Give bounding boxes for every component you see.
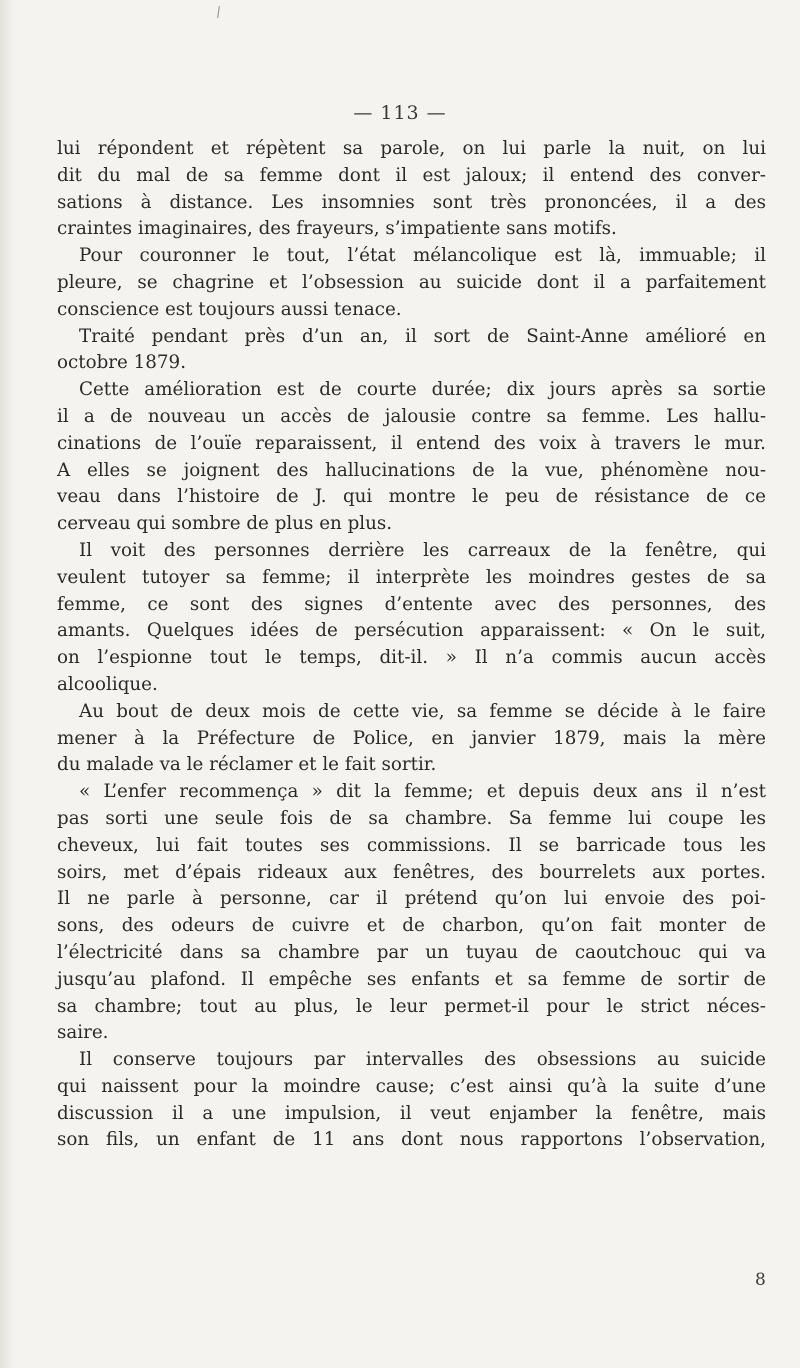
signature-mark: 8	[755, 1270, 766, 1290]
text-line: cerveau qui sombre de plus en plus.	[57, 513, 393, 535]
ink-mark	[217, 6, 220, 18]
text-line: Cette amélioration est de courte durée; dix jours après sa sortie	[79, 379, 766, 401]
text-line: A elles se joignent des hallucinations de la vue, phénomène nou-	[57, 459, 766, 481]
text-line: Il conserve toujours par intervalles des obsessions au suicide	[79, 1049, 766, 1071]
text-line: cheveux, lui fait toutes ses commissions. Il se barricade tous les	[57, 834, 766, 856]
text-line: Pour couronner le tout, l’état mélancolique est là, immuable; il	[79, 245, 766, 267]
text-line: saire.	[57, 1022, 109, 1044]
text-line: alcoolique.	[57, 673, 158, 695]
page-edge-shadow	[0, 0, 14, 1368]
text-line: Traité pendant près d’un an, il sort de Saint-Anne amélioré en	[79, 325, 766, 347]
text-line: Il ne parle à personne, car il prétend qu’on lui envoie des poi-	[57, 888, 766, 910]
text-line: femme, ce sont des signes d’entente avec des personnes, des	[57, 593, 766, 615]
text-line: Au bout de deux mois de cette vie, sa femme se décide à le faire	[79, 700, 766, 722]
text-line: pas sorti une seule fois de sa chambre. Sa femme lui coupe les	[57, 807, 766, 829]
text-line: l’électricité dans sa chambre par un tuyau de caoutchouc qui va	[57, 941, 766, 963]
text-line: cinations de l’ouïe reparaissent, il entend des voix à travers le mur.	[57, 432, 766, 454]
text-line: sons, des odeurs de cuivre et de charbon, qu’on fait monter de	[57, 915, 766, 937]
text-line: son fils, un enfant de 11 ans dont nous rapportons l’observation,	[57, 1129, 766, 1151]
text-line: on l’espionne tout le temps, dit-il. » Il n’a commis aucun accès	[57, 647, 766, 669]
text-line: discussion il a une impulsion, il veut enjamber la fenêtre, mais	[57, 1102, 766, 1124]
text-line: il a de nouveau un accès de jalousie contre sa femme. Les hallu-	[57, 405, 766, 427]
text-line: conscience est toujours aussi tenace.	[57, 298, 402, 320]
text-line: du malade va le réclamer et le fait sortir.	[57, 754, 437, 776]
text-line: soirs, met d’épais rideaux aux fenêtres, des bourrelets aux portes.	[57, 861, 766, 883]
text-line: octobre 1879.	[57, 352, 187, 374]
text-line: Il voit des personnes derrière les carreaux de la fenêtre, qui	[79, 539, 766, 561]
text-line: « L’enfer recommença » dit la femme; et depuis deux ans il n’est	[79, 781, 766, 803]
text-line: qui naissent pour la moindre cause; c’est ainsi qu’à la suite d’une	[57, 1075, 766, 1097]
page-number: — 113 —	[353, 102, 447, 124]
body-text	[57, 136, 766, 1154]
text-line: amants. Quelques idées de persécution apparaissent: « On le suit,	[57, 620, 766, 642]
text-line: sa chambre; tout au plus, le leur permet-il pour le strict néces-	[57, 995, 766, 1017]
text-line: pleure, se chagrine et l’obsession au suicide dont il a parfaitement	[57, 271, 766, 293]
text-line: jusqu’au plafond. Il empêche ses enfants et sa femme de sortir de	[57, 968, 766, 990]
text-line: veulent tutoyer sa femme; il interprète les moindres gestes de sa	[57, 566, 766, 588]
text-line: dit du mal de sa femme dont il est jaloux; il entend des conver-	[57, 164, 766, 186]
text-line: sations à distance. Les insomnies sont très prononcées, il a des	[57, 191, 766, 213]
text-line: veau dans l’histoire de J. qui montre le peu de résistance de ce	[57, 486, 766, 508]
text-line: lui répondent et répètent sa parole, on lui parle la nuit, on lui	[57, 138, 766, 159]
text-line: craintes imaginaires, des frayeurs, s’impatiente sans motifs.	[57, 218, 617, 240]
text-line: mener à la Préfecture de Police, en janvier 1879, mais la mère	[57, 727, 766, 749]
